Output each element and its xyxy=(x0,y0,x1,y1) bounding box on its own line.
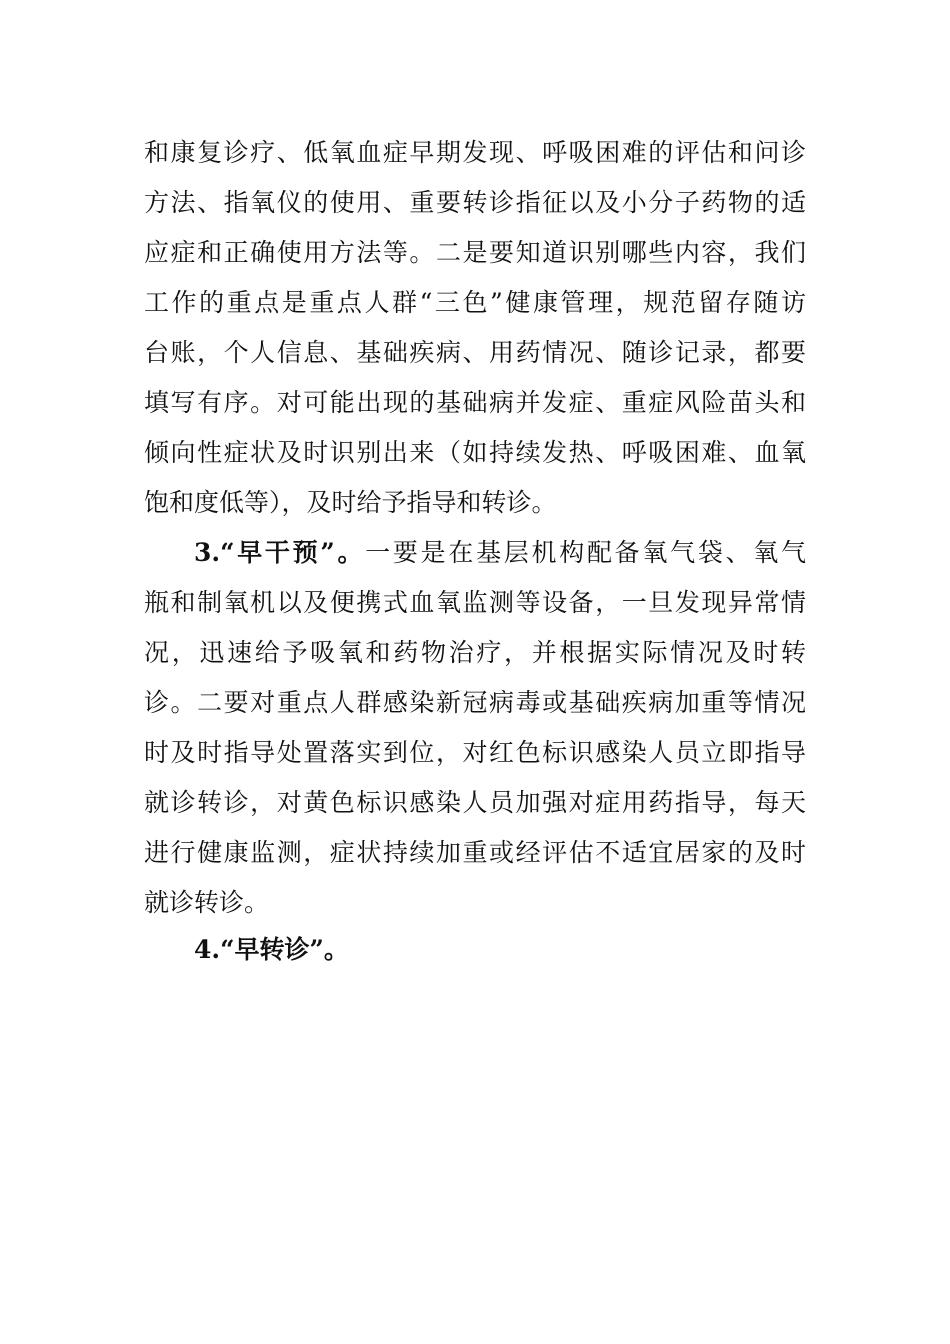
section-4-heading: 4.“早转诊”。 xyxy=(194,935,349,964)
paragraph-line: 瓶和制氧机以及便携式血氧监测等设备，一旦发现异常情 xyxy=(144,588,806,617)
paragraph-line: 台账，个人信息、基础疾病、用药情况、随诊记录，都要 xyxy=(144,338,806,367)
paragraph-line: 诊。二要对重点人群感染新冠病毒或基础疾病加重等情况 xyxy=(144,688,806,717)
paragraph-line: 饱和度低等），及时给予指导和转诊。 xyxy=(144,488,557,517)
paragraph-line: 进行健康监测，症状持续加重或经评估不适宜居家的及时 xyxy=(144,838,806,867)
paragraph-line: 应症和正确使用方法等。二是要知道识别哪些内容，我们 xyxy=(144,238,806,267)
section-3-first-line-text: 一要是在基层机构配备氧气袋、氧气 xyxy=(365,538,806,567)
paragraph-line: 填写有序。对可能出现的基础病并发症、重症风险苗头和 xyxy=(144,388,806,417)
paragraph-line: 方法、指氧仪的使用、重要转诊指征以及小分子药物的适 xyxy=(144,188,806,217)
paragraph-line: 和康复诊疗、低氧血症早期发现、呼吸困难的评估和问诊 xyxy=(144,138,806,167)
paragraph-line: 况，迅速给予吸氧和药物治疗，并根据实际情况及时转 xyxy=(144,638,806,667)
paragraph-line: 工作的重点是重点人群“三色”健康管理，规范留存随访 xyxy=(144,288,806,317)
paragraph-line: 就诊转诊。 xyxy=(144,888,270,917)
section-3-heading: 3.“早干预”。 xyxy=(194,538,366,567)
paragraph-line: 时及时指导处置落实到位，对红色标识感染人员立即指导 xyxy=(144,738,806,767)
paragraph-line: 就诊转诊，对黄色标识感染人员加强对症用药指导，每天 xyxy=(144,788,806,817)
paragraph-line: 倾向性症状及时识别出来（如持续发热、呼吸困难、血氧 xyxy=(144,438,806,467)
section-3-first-line xyxy=(194,528,806,578)
